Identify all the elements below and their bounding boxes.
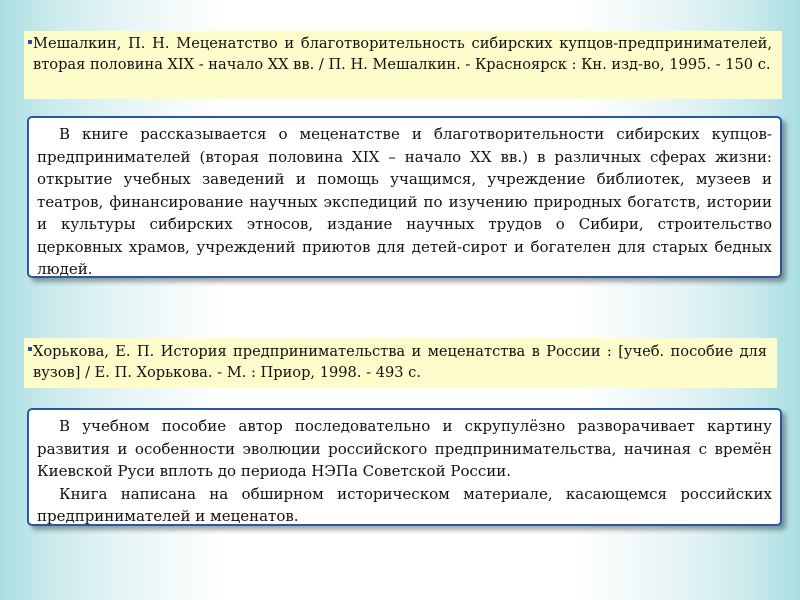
annotation-1-paragraph-1: В книге рассказывается о меценатстве и благотворительности сибирских купцов-предпринимателей (вторая половина XIX – начало XX вв.) в различных сферах жизни: открытие учебных заведений и помощь учащимся, учреждение библиотек, музеев и театров, финансирование научных экспедиций по изучению природных богатств, истории и культуры сибирских этносов, издание научных трудов о Сибири, строительство церковных храмов, учреждений приютов для детей-сирот и богателен для старых бедных людей.	[37, 125, 772, 278]
citation-2-text: Хорькова, Е. П. История предпринимательства и меценатства в России : [учеб. пособие для вузов] / Е. П. Хорькова. - М. : Приор, 1998. - 493 с.	[33, 343, 767, 381]
bullet-icon	[28, 347, 32, 351]
annotation-2-paragraph-2: Книга написана на обширном историческом материале, касающемся российских предпринимателей и меценатов.	[37, 484, 772, 525]
annotation-1	[27, 116, 782, 278]
bullet-icon	[28, 40, 32, 44]
citation-1	[24, 31, 782, 99]
annotation-2-paragraph-1: В учебном пособие автор последовательно и скрупулёзно разворачивает картину развития и особенности эволюции российского предпринимательства, начиная с времён Киевской Руси вплоть до периода НЭПа Советской России.	[37, 417, 772, 480]
citation-1-text: Мешалкин, П. Н. Меценатство и благотворительность сибирских купцов-предпринимателей, вторая половина XIX - начало XX вв. / П. Н. Мешалкин. - Красноярск : Кн. изд-во, 1995. - 150 с.	[33, 35, 772, 73]
citation-2	[24, 338, 777, 388]
annotation-2	[27, 408, 782, 526]
